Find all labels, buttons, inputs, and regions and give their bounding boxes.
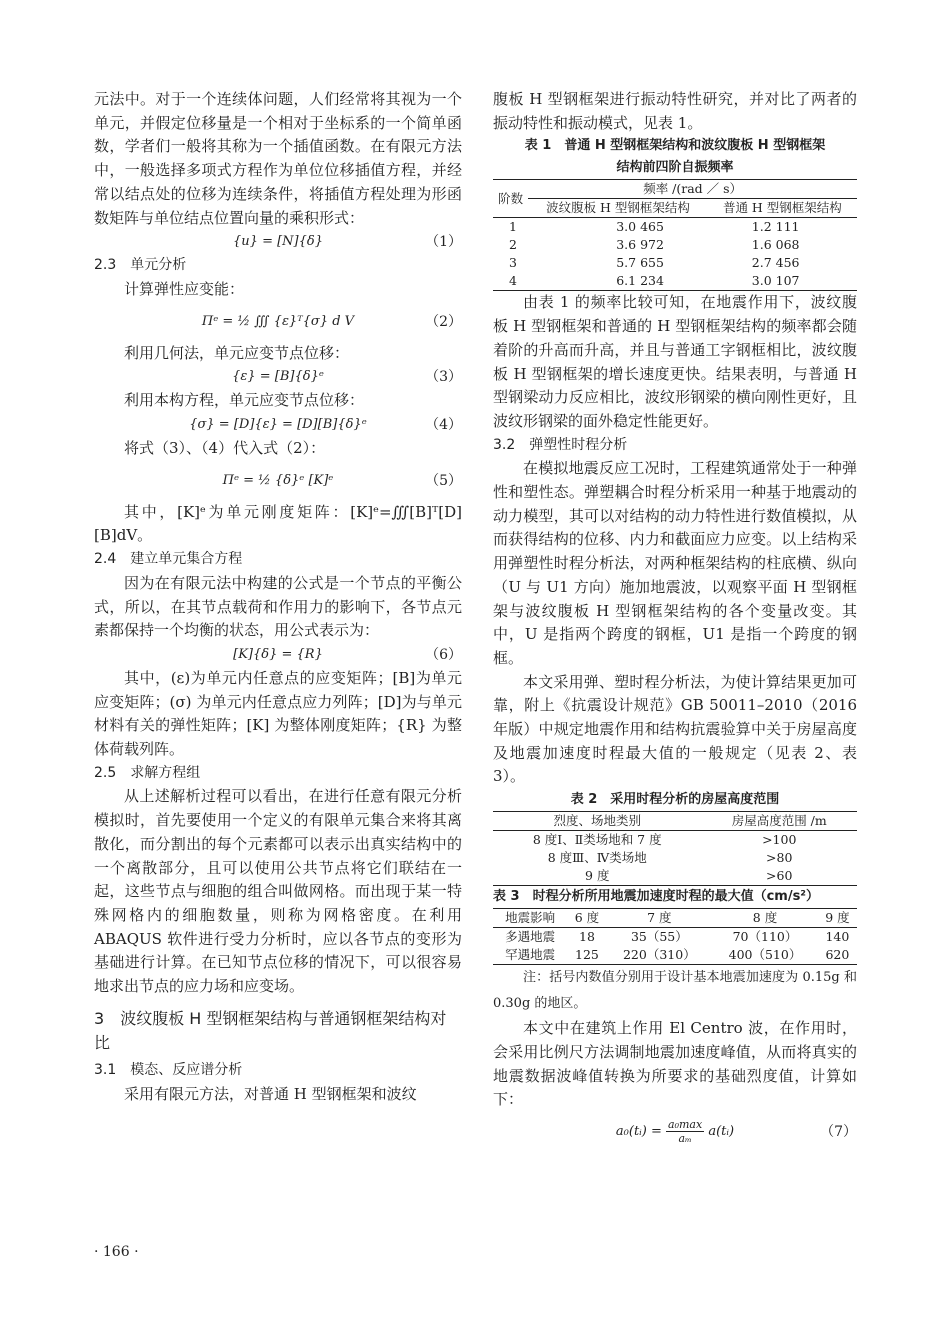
paragraph: 本文中在建筑上作用 El Centro 波，在作用时，会采用比例尺方法调制地震加速度峰值，从而将真实的地震数据波峰值转换为所要求的基础烈度值，计算如下： [493,1019,857,1109]
table-1-header-frequency: 频率 /(rad ／ s） [528,180,857,199]
equation-3-expression: {ε} = [B]{δ}ᵉ [232,369,324,385]
intro-paragraph: 元法中。对于一个连续体问题，人们经常将其视为一个单元，并假定位移量是一个相对于坐标系的一个简单函数，学者们一般将其称为一个插值函数。在有限元方法中，一般选择多项式方程作为单位位移插值方程，并经常以结点处的位移为连续条件，将插值方程处理为形函数矩阵与单位结点位置向量的乘积形式： [94,90,462,227]
paragraph: 采用有限元方法，对普通 H 型钢框架和波纹 [124,1084,417,1103]
equation-7-rhs: a(tᵢ) [708,1123,735,1139]
section-3-2-heading [493,434,857,458]
page-number: · 166 · [94,1244,139,1260]
table-cell: 多遇地震 [505,929,556,945]
paragraph: 因为在有限元法中构建的公式是一个节点的平衡公式，所以，在其节点载荷和作用力的影响下，各节点元素都保持一个均衡的状态，用公式表示为： [94,573,462,640]
table-row [493,254,857,272]
section-number: 2.3 [94,257,117,274]
table-row [493,272,857,291]
section-2-3-heading [94,254,462,278]
section-title: 建立单元集合方程 [130,551,243,568]
table-row [493,867,857,886]
equation-1 [94,230,462,254]
section-number: 2.4 [94,551,117,568]
section-3-heading [94,1007,462,1055]
table-cell: 罕遇地震 [505,947,556,963]
equation-2 [94,302,462,342]
section-3-1-heading [94,1059,462,1083]
table-cell: 1.2 111 [751,219,800,235]
paragraph: 本文采用弹、塑时程分析法，为使计算结果更加可靠，附上《抗震设计规范》GB 50011–2010（2016 年版）中规定地震作用和结构抗震验算中关于房屋高度及地震加速度时程最大值的一般规定（见表 2、表 3）。 [493,672,857,786]
table-row [493,946,857,965]
section-2-4-heading [94,548,462,572]
paragraph: 从上述解析过程可以看出，在进行任意有限元分析模拟时，首先要使用一个定义的有限单元集合来将其离散化，而分割出的每个元素都可以表示出真实结构中的一个离散部分，且可以使用公共节点将它们联结在一起，这些节点与细胞的组合叫做网格。而出现于某一特殊网格内的细胞数量，则称为网格密度。在利用 ABAQUS 软件进行受力分析时，应以各节点的变形为基础进行计算。在已知节点位移的情况下，可以很容易地求出节点的应力场和应变场。 [94,787,462,996]
table-cell: 3.0 107 [751,273,800,289]
table-cell: 3.0 465 [616,219,664,235]
table-cell: 1.6 068 [751,237,800,253]
equation-7-number: （7） [820,1123,857,1140]
table-1 [493,179,857,291]
equation-7-fraction [666,1118,704,1145]
equation-7 [493,1112,857,1152]
table-cell: 5.7 655 [616,255,664,271]
table-3-header: 6 度 [567,909,606,928]
section-title: 波纹腹板 H 型钢框架结构与普通钢框架结构对比 [94,1008,447,1052]
table-3-note: 注：括号内数值分别用于设计基本地震加速度为 0.15g 和 0.30g 的地区。 [493,970,857,1012]
section-title: 单元分析 [130,257,187,274]
table-row [493,928,857,947]
table-cell: 70（110） [732,929,798,945]
equation-5-number: （5） [425,472,462,489]
table-cell: 140 [825,929,850,945]
table-3-header: 9 度 [818,909,857,928]
table-cell: 125 [575,947,599,963]
section-title: 模态、反应谱分析 [130,1061,243,1078]
equation-2-number: （2） [425,313,462,330]
table-cell: >100 [762,832,797,848]
equation-4-number: （4） [425,417,462,434]
table-cell: 400（510） [728,947,802,963]
equation-6-number: （6） [425,646,462,663]
equation-3-number: （3） [425,369,462,386]
fraction-denominator: aₘ [678,1131,692,1145]
paragraph: 计算弹性应变能： [124,279,245,298]
paragraph: 由表 1 的频率比较可知，在地震作用下，波纹腹板 H 型钢框架和普通的 H 型钢框架结构的频率都会随着阶的升高而升高，并且与普通工字钢框相比，波纹腹板 H 型钢框架的增长速度更快。结果表明，与普通 H 型钢梁动力反应相比，波纹形钢梁的横向刚性更好，且波纹形钢梁的面外稳定性能更好。 [493,293,857,430]
table-cell: 620 [825,947,850,963]
table-cell: 35（55） [630,929,688,945]
equation-6-expression: [K]{δ} = {R} [233,646,323,662]
table-cell: 2.7 456 [751,255,800,271]
section-title: 求解方程组 [130,764,201,781]
table-2-header: 房屋高度范围 /m [701,812,857,831]
paragraph: 利用几何法，单元应变节点位移： [124,343,350,362]
equation-7-lhs: a₀(tᵢ) = [615,1123,662,1139]
table-cell: >80 [766,850,793,866]
equation-5 [94,461,462,501]
table-cell: 9 度 [585,868,610,884]
table-cell: 3.6 972 [616,237,664,253]
table-3-header: 7 度 [607,909,713,928]
table-3 [493,908,857,965]
table-1-title-line1: 表 1 普通 H 型钢框架结构和波纹腹板 H 型钢框架 [524,138,826,154]
section-number: 3.1 [94,1061,117,1078]
table-3-header: 地震影响 [493,909,567,928]
continued-paragraph: 腹板 H 型钢框架进行振动特性研究，并对比了两者的振动特性和振动模式，见表 1。 [493,90,857,132]
section-number: 2.5 [94,764,117,781]
table-cell: 6.1 234 [616,273,664,289]
table-cell: >60 [766,868,793,884]
equation-4-expression: {σ} = [D]{ε} = [D][B]{δ}ᵉ [189,417,367,433]
table-row [493,218,857,237]
section-title: 弹塑性时程分析 [529,436,628,453]
table-row [493,831,857,850]
equation-2-expression: Πᵉ = ½ ∭ {ε}ᵀ{σ} d V [201,313,355,329]
paragraph: 利用本构方程，单元应变节点位移： [124,391,365,410]
table-1-header-order: 阶数 [493,180,528,218]
section-number: 3 [94,1008,105,1028]
table-cell: 4 [509,273,517,289]
table-1-header-ordinary: 普通 H 型钢框架结构 [708,199,857,218]
table-2-title: 表 2 采用时程分析的房屋高度范围 [570,792,780,808]
equation-6 [94,643,462,667]
table-cell: 2 [509,237,517,253]
table-row [493,849,857,867]
right-column [493,88,857,1152]
equation-1-expression: {u} = [N]{δ} [233,234,323,250]
equation-3 [94,365,462,389]
equation-1-number: （1） [425,234,462,251]
table-cell: 3 [509,255,517,271]
paragraph: 将式（3）、（4）代入式（2）： [124,439,326,458]
paragraph: 其中，[K]ᵉ为单元刚度矩阵：[K]ᵉ=∭[B]ᵀ[D][B]dV。 [94,502,462,545]
paragraph: 在模拟地震反应工况时，工程建筑通常处于一种弹性和塑性态。弹塑耦合时程分析采用一种基于地震动的动力模型，其可以对结构的动力特性进行数值模拟，从而获得结构的位移、内力和截面应力应变。以上结构采用弹塑性时程分析法，对两种框架结构的柱底横、纵向（U 与 U1 方向）施加地震波，以观察平面 H 型钢框架与波纹腹板 H 型钢框架结构的各个变量改变。其中，U 是指两个跨度的钢框，U1 是指一个跨度的钢框。 [493,459,857,667]
section-2-5-heading [94,762,462,786]
table-2 [493,811,857,886]
paragraph: 其中，(ε)为单元内任意点的应变矩阵；[B]为单元应变矩阵；(σ) 为单元内任意点应力列阵；[D]为与单元材料有关的弹性矩阵；[K] 为整体刚度矩阵；{R} 为整体荷载列阵。 [94,668,462,759]
fraction-numerator: a₀max [668,1117,703,1131]
table-2-header: 烈度、场地类别 [493,812,701,831]
table-cell: 18 [579,929,595,945]
left-column [94,88,462,1106]
equation-7-expression [493,1112,857,1152]
table-3-title: 表 3 时程分析所用地震加速度时程的最大值（cm/s²） [493,889,820,905]
table-3-header: 8 度 [712,909,818,928]
table-cell: 1 [509,219,517,235]
equation-5-expression: Πᵉ = ½ {δ}ᵉ [K]ᵉ [222,472,334,488]
section-number: 3.2 [493,436,516,453]
table-cell: 8 度Ⅰ、Ⅱ类场地和 7 度 [532,832,662,848]
equation-4 [94,413,462,437]
table-1-header-corrugated: 波纹腹板 H 型钢框架结构 [528,199,708,218]
table-1-title-line2: 结构前四阶自振频率 [616,160,734,176]
table-row [493,236,857,254]
table-cell: 8 度Ⅲ、Ⅳ类场地 [547,850,647,866]
table-cell: 220（310） [622,947,696,963]
